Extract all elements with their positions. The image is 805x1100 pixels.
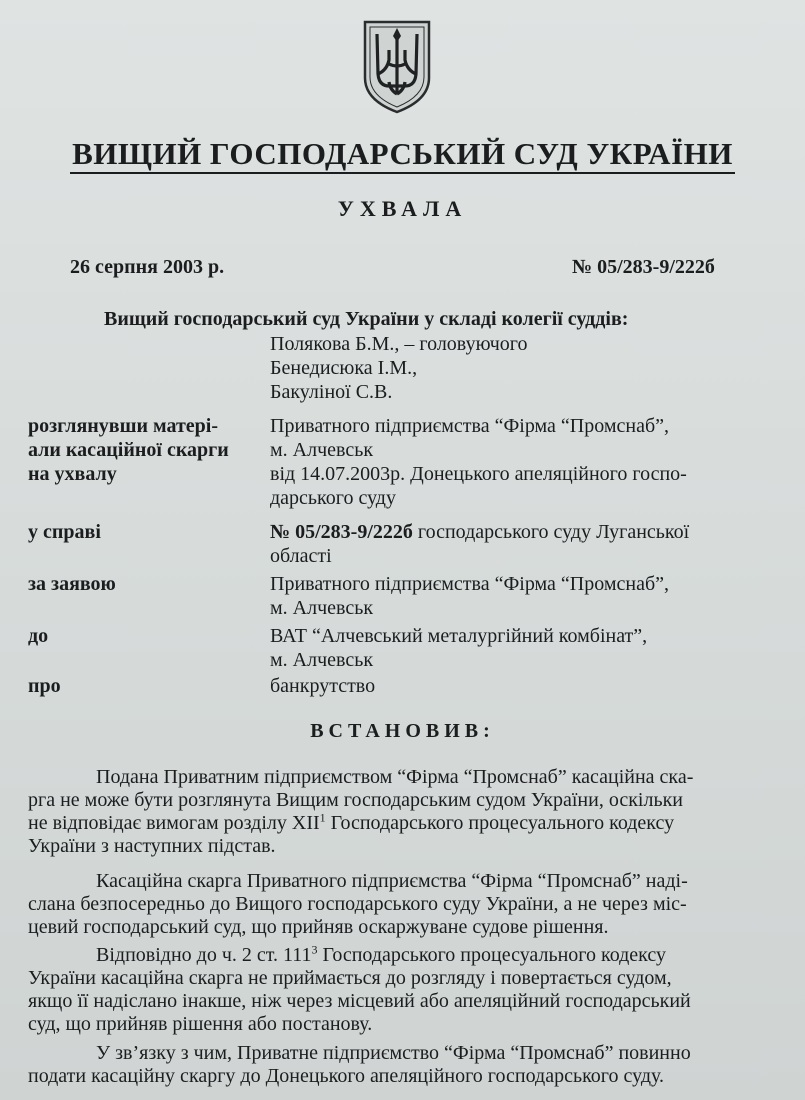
- text-line: рга не може бути розглянута Вищим господарським судом України, оскільки: [28, 789, 684, 811]
- text-line: цевий господарський суд, що прийняв оскаржуване судове рішення.: [28, 916, 609, 938]
- label-line: у справі: [28, 521, 101, 543]
- detail-value: [270, 414, 770, 510]
- detail-label: [28, 520, 258, 544]
- text-segment: Господарського процесуального кодексу: [317, 944, 666, 966]
- paragraph: [28, 766, 768, 858]
- text-segment: Відповідно до ч. 2 ст. 111: [96, 944, 312, 966]
- court-name-text: ВИЩИЙ ГОСПОДАРСЬКИЙ СУД УКРАЇНИ: [70, 136, 735, 174]
- value-line: м. Алчевськ: [270, 597, 374, 619]
- paragraph: [28, 870, 768, 939]
- value-line: Приватного підприємства “Фірма “Промснаб”,: [270, 415, 670, 437]
- judges-list: [270, 332, 528, 404]
- detail-value: [270, 674, 770, 698]
- value-line: м. Алчевськ: [270, 439, 374, 461]
- text-line: України касаційна скарга не приймається до розгляду і повертається судом,: [28, 967, 672, 989]
- label-line: розглянувши матері-: [28, 415, 219, 437]
- value-line: дарського суду: [270, 487, 396, 509]
- text-line: подати касаційну скаргу до Донецького апеляційного господарського суду.: [28, 1065, 664, 1087]
- document-type-heading: УХВАЛА: [337, 196, 468, 221]
- label-line: про: [28, 675, 61, 697]
- paragraph: [28, 944, 768, 1036]
- label-line: до: [28, 625, 49, 647]
- text-segment: Господарського процесуального кодексу: [325, 812, 675, 834]
- text-line: суд, що прийняв рішення або постанову.: [28, 1013, 373, 1035]
- label-line: али касаційної скарги: [28, 439, 229, 461]
- detail-value: [270, 624, 770, 672]
- text-line: Подана Приватним підприємством “Фірма “Промснаб” касаційна ска-: [96, 766, 694, 788]
- text-line: України з наступних підстав.: [28, 835, 276, 857]
- text-segment: не відповідає вимогам розділу XII: [28, 812, 320, 834]
- text-line: [28, 944, 768, 967]
- case-number-inline: № 05/283-9/222б: [270, 521, 413, 543]
- value-line: [270, 520, 770, 544]
- trident-coat-of-arms-icon: [361, 20, 433, 114]
- value-line: Приватного підприємства “Фірма “Промснаб”,: [270, 573, 670, 595]
- document-date: 26 серпня 2003 р.: [70, 256, 225, 278]
- value-line: ВАТ “Алчевський металургійний комбінат”,: [270, 625, 648, 647]
- paragraph: [28, 1042, 768, 1088]
- detail-value: [270, 572, 770, 620]
- label-line: за заявою: [28, 573, 116, 595]
- text-line: якщо її надіслано інакше, ніж через місцевий або апеляційний господарський: [28, 990, 691, 1012]
- value-line: м. Алчевськ: [270, 649, 374, 671]
- value-line: області: [270, 545, 332, 567]
- judge-name: Бенедисюка І.М.,: [270, 357, 418, 379]
- text-line: Касаційна скарга Приватного підприємства “Фірма “Промснаб” наді-: [96, 870, 688, 892]
- judge-name: Полякова Б.М., – головуючого: [270, 333, 528, 355]
- court-name-heading: [0, 136, 805, 172]
- judge-name: Бакуліної С.В.: [270, 381, 393, 403]
- detail-label: [28, 674, 258, 698]
- text-line: У зв’язку з чим, Приватне підприємство “Фірма “Промснаб” повинно: [96, 1042, 691, 1064]
- text-line: слана безпосередньо до Вищого господарського суду України, а не через міс-: [28, 893, 687, 915]
- panel-intro: Вищий господарський суд України у складі колегії суддів:: [104, 308, 629, 330]
- superscript: 1: [319, 810, 326, 825]
- value-line: банкрутство: [270, 675, 376, 697]
- text-line: [28, 812, 768, 835]
- detail-label: [28, 624, 258, 648]
- detail-label: [28, 572, 258, 596]
- detail-label: [28, 414, 258, 486]
- value-text: господарського суду Луганської: [412, 521, 690, 543]
- label-line: на ухвалу: [28, 463, 117, 485]
- established-heading: ВСТАНОВИВ:: [310, 720, 495, 742]
- superscript: 3: [311, 942, 318, 957]
- detail-value: [270, 520, 770, 568]
- value-line: від 14.07.2003р. Донецького апеляційного госпо-: [270, 463, 687, 485]
- case-number: № 05/283-9/222б: [572, 256, 715, 278]
